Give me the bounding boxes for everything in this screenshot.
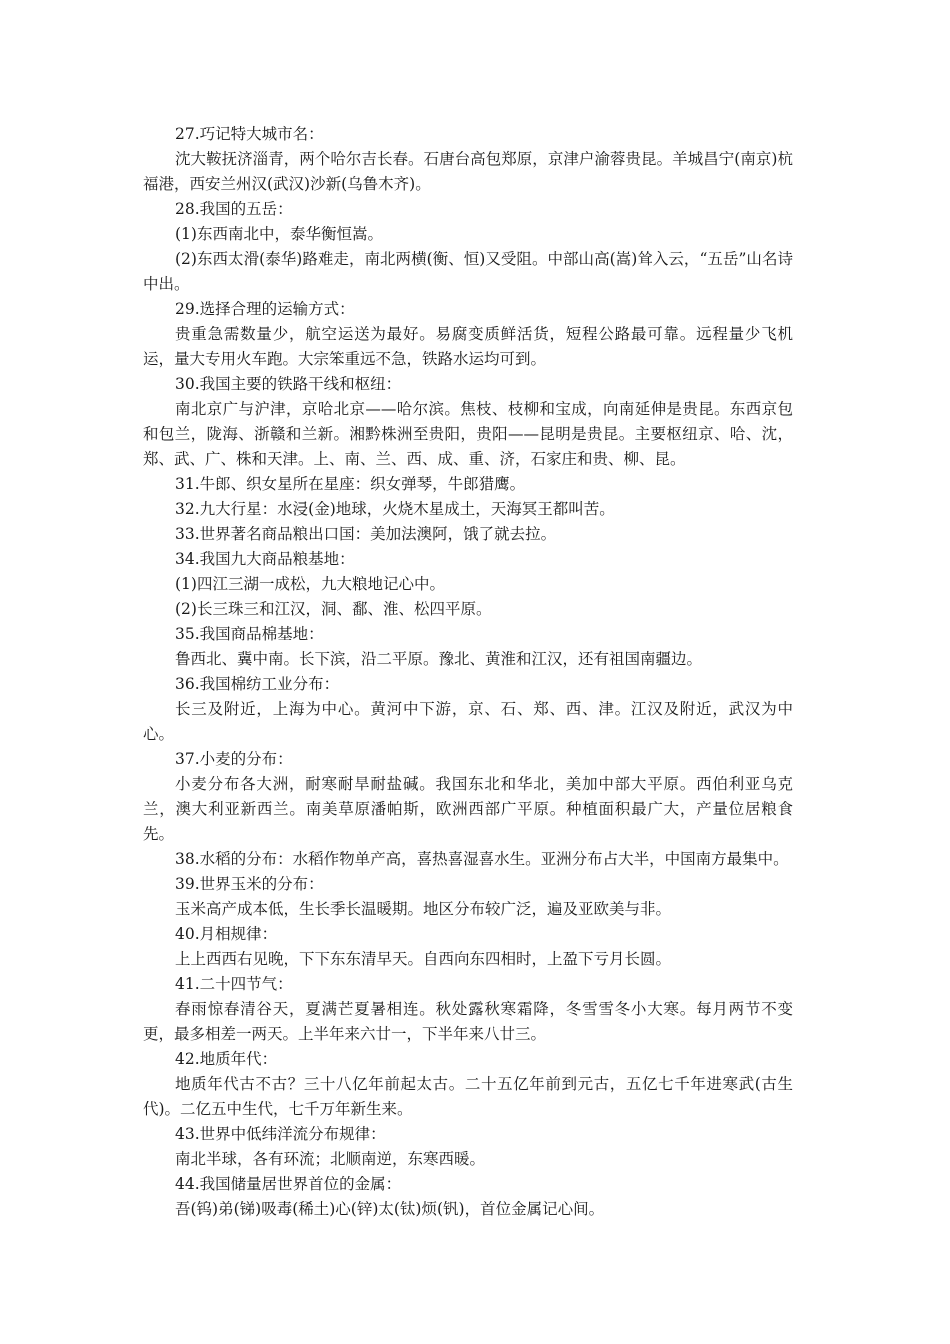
paragraph-heading-34: 34.我国九大商品粮基地： — [175, 550, 355, 568]
document-body — [143, 122, 793, 1222]
paragraph-heading-41: 41.二十四节气： — [175, 975, 293, 993]
paragraph-heading-43: 43.世界中低纬洋流分布规律： — [175, 1125, 386, 1143]
paragraph-line-32: 32.九大行星：水浸(金)地球，火烧木星成土，天海冥王都叫苦。 — [175, 500, 615, 518]
paragraph-body-42: 地质年代古不古？三十八亿年前起太古。二十五亿年前到元古，五亿七千年进寒武(古生代)。二亿五中生代，七千万年新生来。 — [143, 1075, 793, 1118]
paragraph-heading-27: 27.巧记特大城市名： — [175, 125, 324, 143]
paragraph-heading-39: 39.世界玉米的分布： — [175, 875, 324, 893]
paragraph-line-38: 38.水稻的分布：水稻作物单产高，喜热喜湿喜水生。亚洲分布占大半，中国南方最集中。 — [175, 850, 789, 868]
paragraph-body-37: 小麦分布各大洲，耐寒耐旱耐盐碱。我国东北和华北，美加中部大平原。西伯利亚乌克兰，澳大利亚新西兰。南美草原潘帕斯，欧洲西部广平原。种植面积最广大，产量位居粮食先。 — [143, 775, 793, 843]
paragraph-heading-28: 28.我国的五岳： — [175, 200, 293, 218]
paragraph-body-35: 鲁西北、冀中南。长下滨，沿二平原。豫北、黄淮和江汉，还有祖国南疆边。 — [175, 650, 703, 668]
paragraph-body-27: 沈大鞍抚济淄青，两个哈尔吉长春。石唐台高包郑原，京津户渝蓉贵昆。羊城昌宁(南京)杭福港，西安兰州汉(武汉)沙新(乌鲁木齐)。 — [143, 150, 793, 193]
paragraph-heading-30: 30.我国主要的铁路干线和枢纽： — [175, 375, 402, 393]
paragraph-heading-44: 44.我国储量居世界首位的金属： — [175, 1175, 402, 1193]
paragraph-body-36: 长三及附近，上海为中心。黄河中下游，京、石、郑、西、津。江汉及附近，武汉为中心。 — [143, 700, 793, 743]
paragraph-line-31: 31.牛郎、织女星所在星座：织女弹琴，牛郎猎鹰。 — [175, 475, 526, 493]
paragraph-heading-35: 35.我国商品棉基地： — [175, 625, 324, 643]
paragraph-heading-29: 29.选择合理的运输方式： — [175, 300, 355, 318]
paragraph-body-28-1: (1)东西南北中，泰华衡恒嵩。 — [175, 225, 383, 243]
paragraph-body-29: 贵重急需数量少，航空运送为最好。易腐变质鲜活货，短程公路最可靠。远程量少飞机运，量大专用火车跑。大宗笨重远不急，铁路水运均可到。 — [143, 325, 793, 368]
paragraph-body-40: 上上西西右见晚，下下东东清早天。自西向东四相时，上盈下亏月长圆。 — [175, 950, 672, 968]
paragraph-line-33: 33.世界著名商品粮出口国：美加法澳阿，饿了就去拉。 — [175, 525, 557, 543]
paragraph-body-41: 春雨惊春清谷天，夏满芒夏暑相连。秋处露秋寒霜降，冬雪雪冬小大寒。每月两节不变更，最多相差一两天。上半年来六廿一，下半年来八廿三。 — [143, 1000, 793, 1043]
paragraph-body-34-2: (2)长三珠三和江汉，洞、鄱、淮、松四平原。 — [175, 600, 492, 618]
paragraph-heading-37: 37.小麦的分布： — [175, 750, 293, 768]
paragraph-body-44: 吾(钨)弟(锑)吸毒(稀土)心(锌)太(钛)烦(钒)，首位金属记心间。 — [175, 1200, 605, 1218]
paragraph-body-43: 南北半球，各有环流；北顺南逆，东寒西暖。 — [175, 1150, 486, 1168]
paragraph-body-28-2: (2)东西太滑(泰华)路难走，南北两横(衡、恒)又受阻。中部山高(嵩)耸入云，“五岳”山名诗中出。 — [143, 250, 793, 293]
paragraph-heading-36: 36.我国棉纺工业分布： — [175, 675, 340, 693]
paragraph-heading-40: 40.月相规律： — [175, 925, 278, 943]
paragraph-body-30: 南北京广与沪津，京哈北京——哈尔滨。焦枝、枝柳和宝成，向南延伸是贵昆。东西京包和包兰，陇海、浙赣和兰新。湘黔株洲至贵阳，贵阳——昆明是贵昆。主要枢纽京、哈、沈，郑、武、广、株和天津。上、南、兰、西、成、重、济，石家庄和贵、柳、昆。 — [143, 400, 793, 468]
paragraph-heading-42: 42.地质年代： — [175, 1050, 278, 1068]
paragraph-body-34-1: (1)四江三湖一成松，九大粮地记心中。 — [175, 575, 445, 593]
paragraph-body-39: 玉米高产成本低，生长季长温暖期。地区分布较广泛，遍及亚欧美与非。 — [175, 900, 672, 918]
